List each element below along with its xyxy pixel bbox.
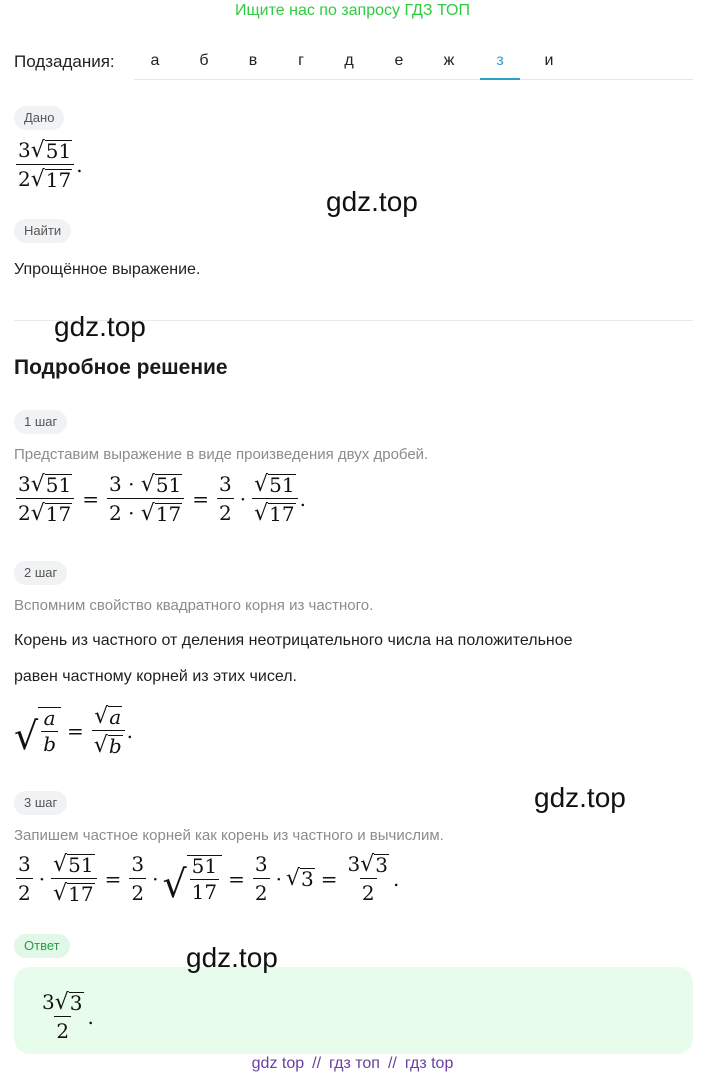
watermark: gdz.top [186, 942, 278, 973]
tab-d[interactable]: д [344, 52, 354, 69]
tab-zh[interactable]: ж [443, 52, 455, 69]
tab-v[interactable]: в [248, 52, 258, 69]
footer-link[interactable]: гдз top [404, 1055, 454, 1072]
tab-e[interactable]: е [394, 52, 404, 69]
step1-frac-a: 3 √ 51 2 √ 17 [16, 472, 74, 525]
answer-box [14, 967, 693, 1054]
sqrt-a-over-b: √ $\frac{a}{b}$ [14, 707, 61, 755]
step3-hint: Запишем частное корней как корень из частного и вычислим. [14, 827, 444, 844]
footer-separator: // [387, 1055, 397, 1072]
tab-i[interactable]: и [544, 52, 554, 69]
given-pill: Дано [14, 106, 64, 130]
subtasks-tabs [134, 50, 693, 80]
sqrt-51: √ 51 [30, 138, 72, 163]
step1-frac-b: 3 · √ 51 2 · √ 17 [107, 472, 184, 525]
step1-expression: 3 √ 51 2 √ 17 = 3 · √ 51 2 · √ 17 = $\frac{3}{2}$ · √ 51 √ 17 . [18, 472, 306, 526]
watermark: gdz.top [534, 782, 626, 813]
step2-body-line1: Корень из частного от деления неотрицательного числа на положительное [14, 632, 573, 649]
step1-pill: 1 шаг [14, 410, 67, 434]
watermark: gdz.top [54, 311, 146, 342]
answer-expression: 3 √ 3 2 . [42, 990, 94, 1043]
footer-separator: // [312, 1055, 322, 1072]
solution-title: Подробное решение [14, 356, 228, 379]
tab-g[interactable]: г [298, 52, 304, 69]
subtasks-nav [14, 50, 693, 82]
find-text: Упрощённое выражение. [14, 261, 201, 278]
step1-hint: Представим выражение в виде произведения двух дробей. [14, 446, 429, 463]
search-banner: Ищите нас по запросу ГДЗ ТОП [235, 2, 470, 19]
tab-a[interactable]: а [150, 52, 160, 69]
step2-body-line2: равен частному корней из этих чисел. [14, 668, 297, 685]
sqrt-51-over-17: √ $\frac{51}{17}$ [162, 855, 222, 903]
sqrt-17: √ 17 [30, 167, 72, 192]
given-fraction: 3 √ 51 2 √ 17 [16, 138, 74, 191]
step2-hint: Вспомним свойство квадратного корня из частного. [14, 597, 374, 614]
step2-pill: 2 шаг [14, 561, 67, 585]
footer-link[interactable]: gdz top [251, 1055, 305, 1072]
answer-pill: Ответ [14, 934, 70, 958]
step2-expression: √ $\frac{a}{b}$ = √ a √ b . [14, 704, 133, 758]
step3-expression: $\frac{3}{2}$ · √ 51 √ 17 = $\frac{3}{2}$ · √ $\frac{51}{17}$ = $\frac{3}{2}$ · √ 3 = 3 √ 3 2 . [18, 852, 400, 906]
step1-frac-c: $\frac{3}{2}$ [219, 472, 232, 525]
tab-z-active[interactable]: з [480, 52, 520, 80]
find-pill: Найти [14, 219, 71, 243]
given-expression: 3 √ 51 2 √ 17 . [18, 138, 83, 192]
step1-frac-d: √ 51 √ 17 [252, 472, 297, 525]
footer-links [0, 1055, 705, 1073]
watermark: gdz.top [326, 186, 418, 217]
tab-b[interactable]: б [199, 52, 209, 69]
step2-frac-roots: √ a √ b [92, 704, 125, 757]
footer-link[interactable]: гдз топ [329, 1055, 380, 1072]
step3-pill: 3 шаг [14, 791, 67, 815]
subtasks-label: Подзадания: [14, 52, 115, 71]
